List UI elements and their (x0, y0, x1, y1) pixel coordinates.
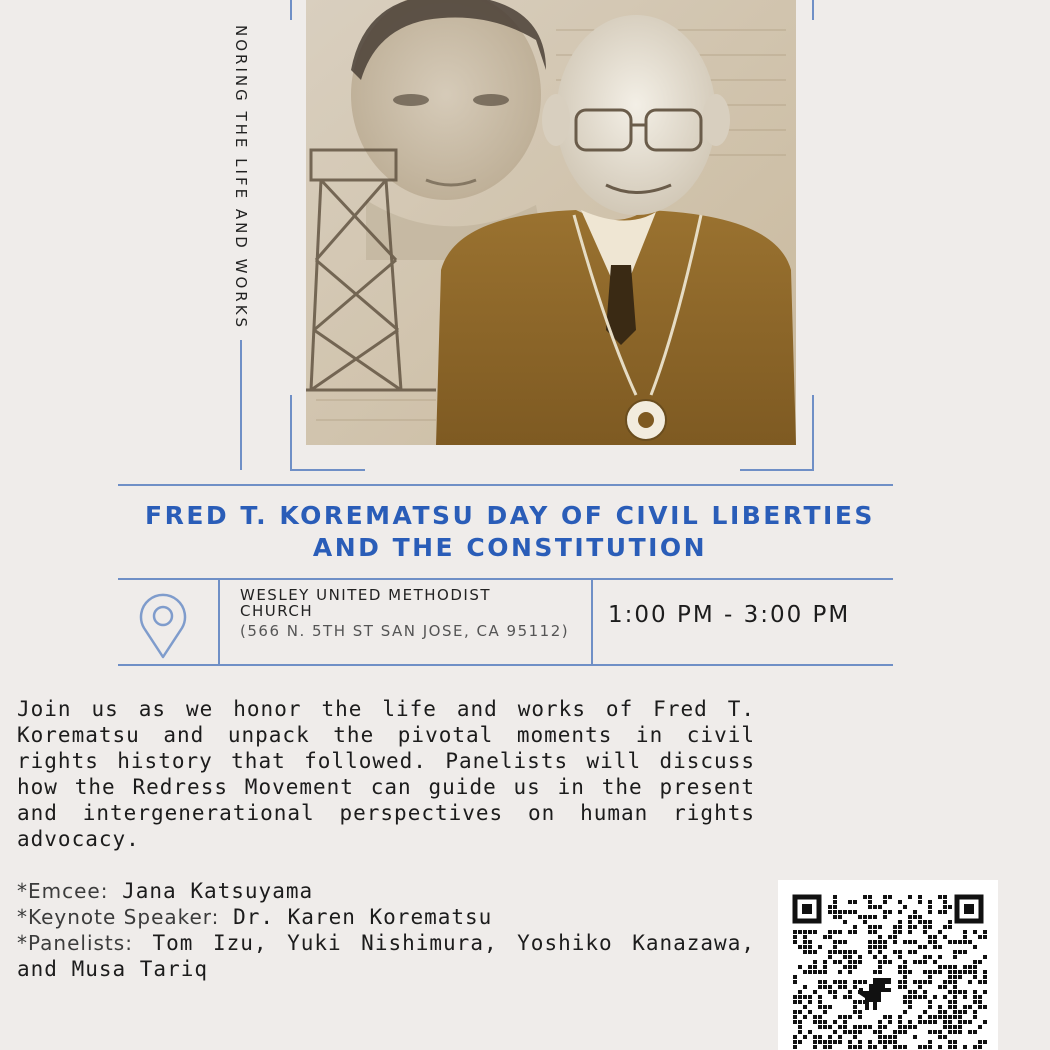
panelists-label: *Panelists: (17, 931, 133, 955)
keynote-line (17, 904, 755, 930)
frame-bottom-left-line (290, 469, 365, 471)
portrait-photo (306, 0, 796, 445)
panelists-names: Tom Izu, Yuki Nishimura, Yoshiko Kanazawa, and Musa Tariq (17, 931, 755, 981)
side-tagline: NORING THE LIFE AND WORKS (232, 24, 250, 330)
event-title-line-2: AND THE CONSTITUTION (312, 533, 708, 562)
info-divider-2 (591, 580, 593, 666)
info-divider-1 (218, 580, 220, 666)
emcee-line (17, 878, 755, 904)
keynote-label: *Keynote Speaker: (17, 905, 220, 929)
frame-top-right-line (812, 0, 814, 20)
venue-name: WESLEY UNITED METHODIST CHURCH (240, 586, 492, 620)
speaker-list (17, 878, 755, 982)
frame-left-line (290, 395, 292, 470)
emcee-label: *Emcee: (17, 879, 109, 903)
event-info-bar (118, 578, 893, 666)
frame-top-left-line (290, 0, 292, 20)
panelists-line (17, 930, 755, 982)
emcee-name: Jana Katsuyama (122, 879, 314, 903)
location-pin-icon (138, 592, 188, 660)
title-top-rule (118, 484, 893, 486)
event-title-line-1: FRED T. KOREMATSU DAY OF CIVIL LIBERTIES (145, 501, 875, 530)
event-title (100, 500, 920, 564)
event-description: Join us as we honor the life and works of Fred T. Korematsu and unpack the pivotal moments in civil rights history that followed. Panelists will discuss how the Redress Movement can guide us in the present and intergenerational perspectives on human rights advocacy. (17, 697, 755, 851)
side-divider (240, 340, 242, 470)
frame-bottom-right-line (740, 469, 814, 471)
frame-right-line (812, 395, 814, 470)
venue-address: (566 N. 5TH ST SAN JOSE, CA 95112) (240, 622, 570, 640)
event-time: 1:00 PM - 3:00 PM (608, 602, 851, 628)
qr-code[interactable] (778, 880, 998, 1050)
keynote-name: Dr. Karen Korematsu (233, 905, 493, 929)
